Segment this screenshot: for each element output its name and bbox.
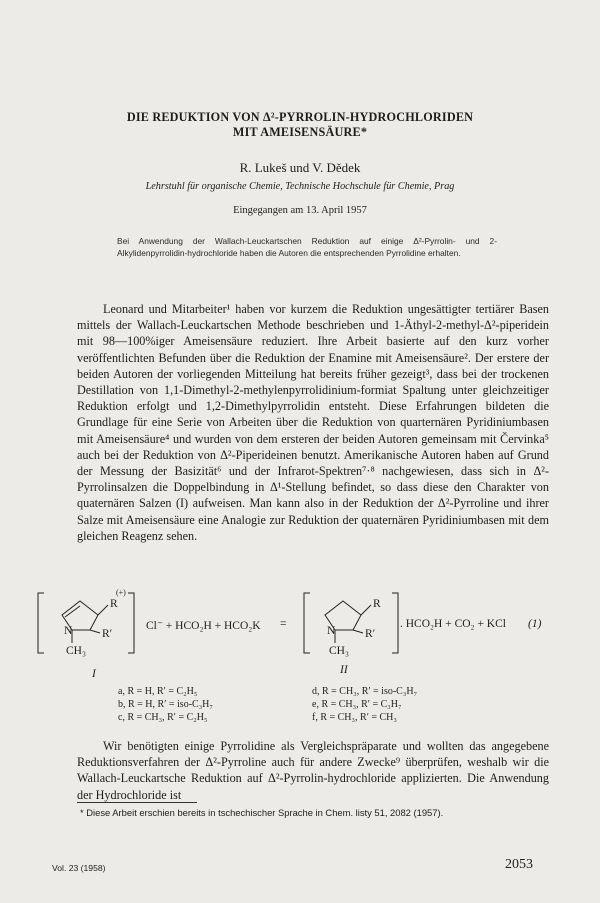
atom-R-I: R xyxy=(110,598,118,610)
paragraph-1-text: Leonard und Mitarbeiter¹ haben vor kurzem die Reduktion ungesättigter tertiärer Basen mittels der Wallach-Leuckartschen Methode beschrieben und 1-Äthyl-2-methyl-Δ²-piperidein mit 98—100%iger Ameisensäure reduziert. Ihre Arbeit basierte auf den kurz vorher veröffentlichten Befunden über die Reduktion der Enamine mit Ameisensäure². Der erstere der beiden Autoren der vorliegenden Mitteilung hat bereits früher gezeigt³, dass bei der trockenen Destillation von 1,1-Dimethyl-2-methylenpyrrolidinium-formiat Spaltung unter gleichzeitiger Reduktion erfolgt und 1,2-Dimethylpyrrolidin entsteht. Diese Erfahrungen bildeten die Grundlage für eine Serie von Arbeiten über die Reduktion von quarternären Pyridiniumbasen mit Ameisensäure⁴ und wurden von dem ersteren der beiden Autoren gemeinsam mit Červinka⁵ auch bei der Reduktion von Δ²-Piperideinen benutzt. Amerikanische Autoren haben auf Grund der Messung der Basizität⁶ und der Infrarot-Spektren⁷·⁸ nachgewiesen, dass sich in Δ²-Pyrrolinsalzen die Doppelbindung in Δ¹-Stellung befindet, so dass diese den Charakter von quaternären Salzen (I) aufweisen. Man kann also in der Reduktion der Δ²-Pyrroline und ihrer Salze mit Ameisensäure eine Analogie zur Reduktion der quaternären Pyridiniumbasen mit dem gleichen Reagenz sehen. xyxy=(77,302,549,543)
page-number: 2053 xyxy=(505,857,533,872)
compound-c: c, R = CH₃, R′ = C₂H₅ xyxy=(118,712,208,723)
affiliation: Lehrstuhl für organische Chemie, Technische Hochschule für Chemie, Prag xyxy=(145,181,455,192)
atom-Rp-I: R′ xyxy=(102,628,113,640)
authors: R. Lukeš und V. Dědek xyxy=(239,160,361,175)
atom-CH3-I: CH₃ xyxy=(66,645,86,657)
charge-label: (+) xyxy=(116,588,126,597)
compound-e: e, R = CH₃, R′ = C₃H₇ xyxy=(312,699,402,710)
compound-d: d, R = CH₃, R′ = iso-C₃H₇ xyxy=(312,686,418,697)
volume-label: Vol. 23 (1958) xyxy=(52,863,106,873)
compound-b: b, R = H, R′ = iso-C₃H₇ xyxy=(118,699,213,710)
equation-number: (1) xyxy=(528,618,542,630)
body-paragraph-2 xyxy=(77,738,549,803)
equation-rhs: . HCO₂H + CO₂ + KCl xyxy=(400,618,506,630)
compound-f: f, R = CH₃, R′ = CH₃ xyxy=(312,712,397,723)
title-line-2: MIT AMEISENSÄURE* xyxy=(232,125,368,139)
equation-lhs: Cl⁻ + HCO₂H + HCO₂K xyxy=(146,620,261,632)
title-line-1: DIE REDUKTION VON Δ²-PYRROLIN-HYDROCHLORIDEN xyxy=(126,110,474,124)
abstract: Bei Anwendung der Wallach-Leuckartschen Reduktion auf einige Δ²-Pyrrolin- und 2-Alkylidenpyrrolidin-hydrochloride haben die Autoren die entsprechenden Pyrrolidine erhalten. xyxy=(117,236,497,258)
atom-N-I: N xyxy=(64,625,73,637)
label-I: I xyxy=(92,668,96,680)
label-II: II xyxy=(340,664,348,676)
received-date: Eingegangen am 13. April 1957 xyxy=(233,205,367,216)
footnote: * Diese Arbeit erschien bereits in tschechischer Sprache in Chem. listy 51, 2082 (1957). xyxy=(80,807,444,818)
atom-Rp-II: R′ xyxy=(365,628,376,640)
compound-a: a, R = H, R′ = C₂H₅ xyxy=(118,686,198,697)
paragraph-2-text: Wir benötigten einige Pyrrolidine als Vergleichspräparate und wollten das angegebene Reduktionsverfahren der Δ²-Pyrroline auch für andere Zwecke⁹ überprüfen, weshalb wir die Wallach-Leuckartsche Reduktion auf Δ²-Pyrrolin-hydrochloride applizierten. Die Anwendung der Hydrochloride ist xyxy=(77,739,549,802)
atom-CH3-II: CH₃ xyxy=(329,645,349,657)
footnote-rule xyxy=(77,802,197,803)
equation-equals: = xyxy=(280,618,287,630)
atom-N-II: N xyxy=(327,625,336,637)
atom-R-II: R xyxy=(373,598,381,610)
